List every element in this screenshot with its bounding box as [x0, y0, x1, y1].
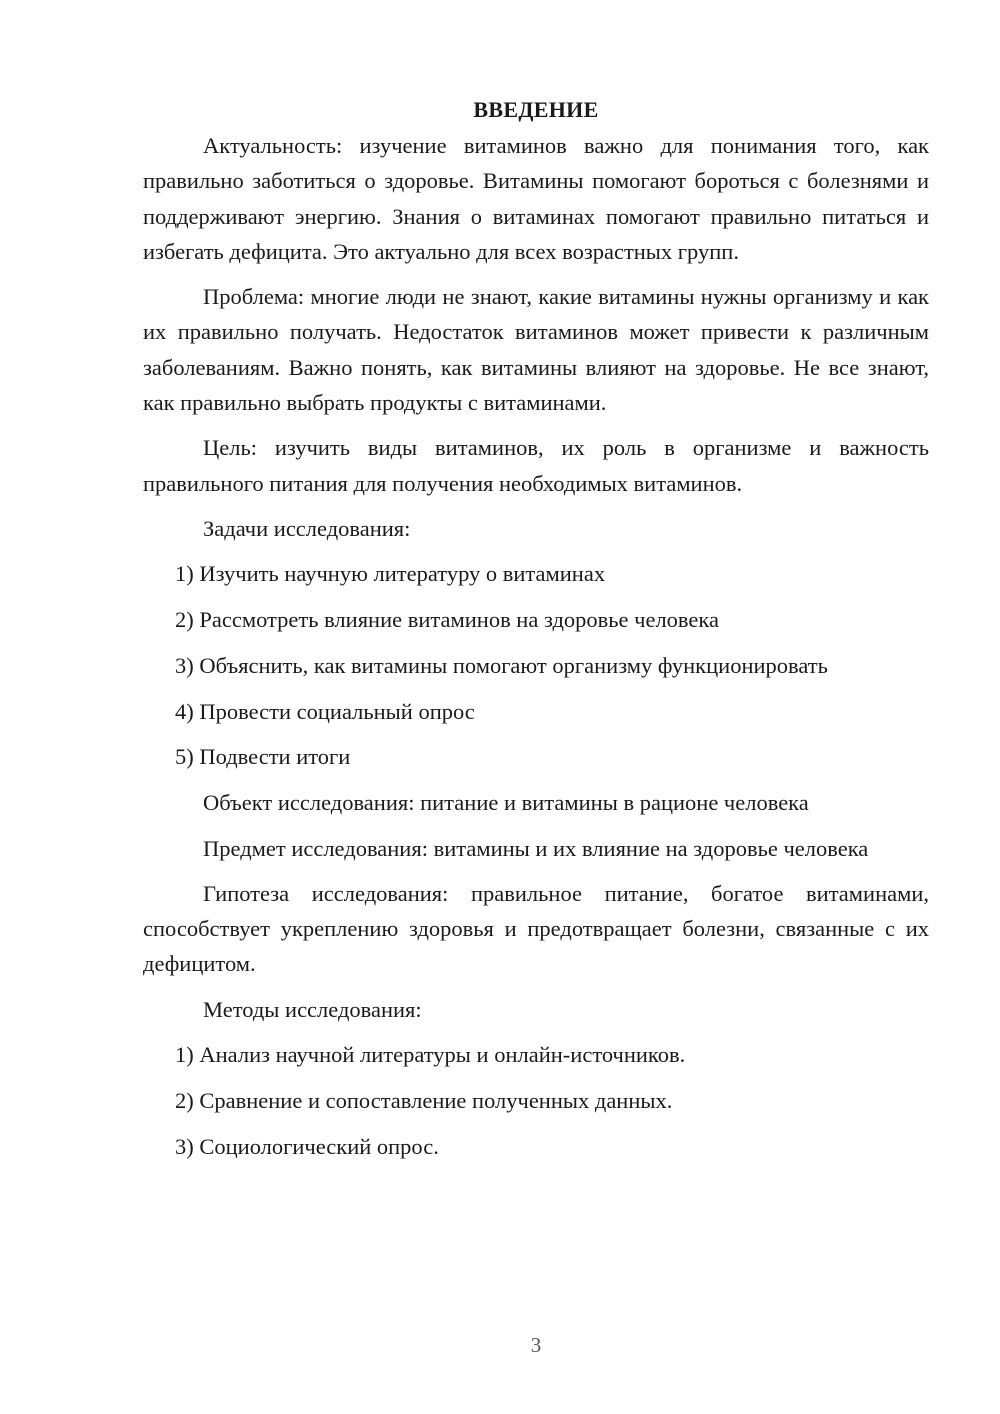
- section-heading: ВВЕДЕНИЕ: [473, 97, 599, 122]
- list-item: 5) Подвести итоги: [175, 744, 351, 770]
- list-item: 1) Анализ научной литературы и онлайн-источников.: [175, 1042, 686, 1068]
- tasks-list: [143, 556, 929, 774]
- page-number: 3: [530, 1333, 542, 1357]
- subject-paragraph: Предмет исследования: витамины и их влияние на здоровье человека: [203, 835, 869, 861]
- object-paragraph: Объект исследования: питание и витамины в рационе человека: [203, 790, 809, 816]
- list-item: 2) Сравнение и сопоставление полученных данных.: [175, 1087, 673, 1113]
- list-item: 2) Рассмотреть влияние витаминов на здоровье человека: [175, 607, 719, 633]
- methods-label: Методы исследования:: [203, 996, 422, 1022]
- tasks-label: Задачи исследования:: [203, 515, 411, 541]
- goal-paragraph: Цель: изучить виды витаминов, их роль в организме и важность правильного питания для получения необходимых витаминов.: [143, 435, 929, 496]
- relevance-paragraph: Актуальность: изучение витаминов важно для понимания того, как правильно заботиться о здоровье. Витамины помогают бороться с болезнями и поддерживают энергию. Знания о витаминах помогают правильно питаться и избегать дефицита. Это актуально для всех возрастных групп.: [143, 133, 929, 264]
- list-item: 4) Провести социальный опрос: [175, 698, 475, 724]
- list-item: 3) Объяснить, как витамины помогают организму функционировать: [175, 652, 828, 678]
- problem-paragraph: Проблема: многие люди не знают, какие витамины нужны организму и как их правильно получать. Недостаток витаминов может привести к различным заболеваниям. Важно понять, как витамины влияют на здоровье. Не все знают, как правильно выбрать продукты с витаминами.: [143, 284, 929, 416]
- list-item: 1) Изучить научную литературу о витаминах: [175, 561, 606, 587]
- methods-list: [143, 1037, 929, 1164]
- hypothesis-paragraph: Гипотеза исследования: правильное питание, богатое витаминами, способствует укреплению здоровья и предотвращает болезни, связанные с их дефицитом.: [143, 880, 929, 977]
- list-item: 3) Социологический опрос.: [175, 1133, 439, 1159]
- document-page: [143, 93, 929, 1174]
